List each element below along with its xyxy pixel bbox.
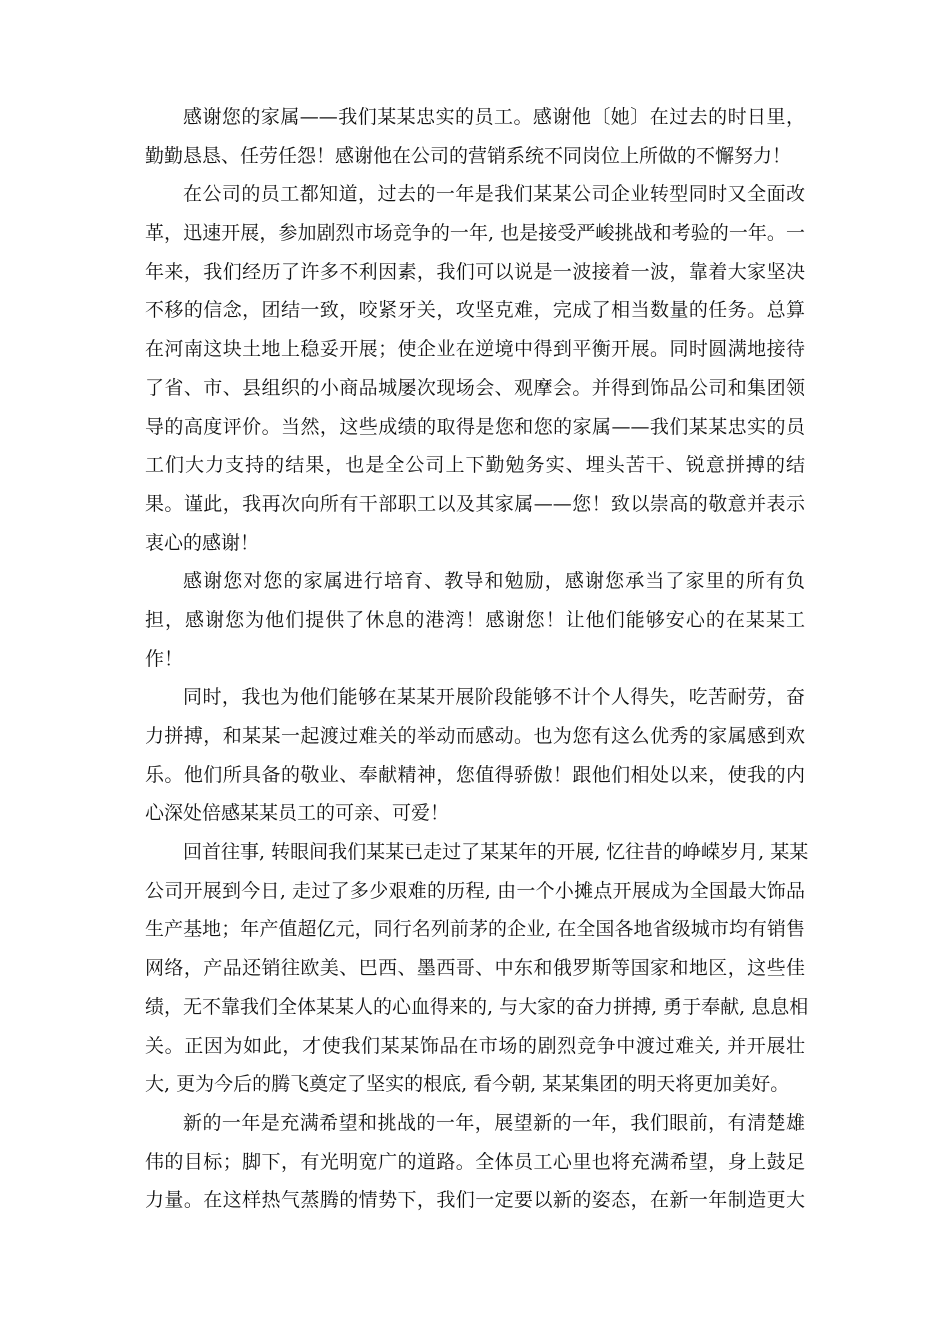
- text-line: 公司开展到今日, 走过了多少艰难的历程, 由一个小摊点开展成为全国最大饰品: [145, 879, 805, 902]
- text-line: 心深处倍感某某员工的可亲、可爱！: [145, 802, 450, 825]
- text-line: 革，迅速开展，参加剧烈市场竞争的一年, 也是接受严峻挑战和考验的一年。一: [145, 222, 805, 245]
- text-line: 同时，我也为他们能够在某某开展阶段能够不计个人得失，吃苦耐劳，奋: [183, 686, 805, 709]
- text-line: 在公司的员工都知道，过去的一年是我们某某公司企业转型同时又全面改: [183, 183, 805, 206]
- text-line: 工们大力支持的结果，也是全公司上下勤勉务实、埋头苦干、锐意拼搏的结: [145, 454, 805, 477]
- text-line: 新的一年是充满希望和挑战的一年，展望新的一年，我们眼前，有清楚雄: [183, 1111, 805, 1134]
- text-line: 绩，无不靠我们全体某某人的心血得来的, 与大家的奋力拼搏, 勇于奉献, 息息相: [145, 995, 809, 1018]
- document-body: [145, 98, 809, 1220]
- text-line: 伟的目标；脚下，有光明宽广的道路。全体员工心里也将充满希望，身上鼓足: [145, 1150, 805, 1173]
- text-line: 大, 更为今后的腾飞奠定了坚实的根底, 看今朝, 某某集团的明天将更加美好。: [145, 1073, 790, 1096]
- text-line: 年来，我们经历了许多不利因素，我们可以说是一波接着一波，靠着大家坚决: [145, 260, 805, 283]
- text-line: 乐。他们所具备的敬业、奉献精神，您值得骄傲！跟他们相处以来，使我的内: [145, 763, 805, 786]
- text-line: 不移的信念，团结一致，咬紧牙关，攻坚克难，完成了相当数量的任务。总算: [145, 299, 805, 322]
- text-line: 感谢您的家属——我们某某忠实的员工。感谢他〔她〕在过去的时日里，: [183, 106, 805, 128]
- text-line: 力拼搏，和某某一起渡过难关的举动而感动。也为您有这么优秀的家属感到欢: [145, 725, 805, 747]
- text-line: 感谢您对您的家属进行培育、教导和勉励，感谢您承当了家里的所有负: [183, 570, 805, 593]
- text-line: 关。正因为如此，才使我们某某饰品在市场的剧烈竞争中渡过难关, 并开展壮: [145, 1034, 805, 1057]
- text-line: 力量。在这样热气蒸腾的情势下，我们一定要以新的姿态，在新一年制造更大: [145, 1189, 805, 1212]
- text-line: 了省、市、县组织的小商品城屡次现场会、观摩会。并得到饰品公司和集团领: [145, 376, 805, 399]
- text-line: 果。谨此，我再次向所有干部职工以及其家属——您！致以崇高的敬意并表示: [145, 492, 805, 515]
- text-line: 生产基地；年产值超亿元，同行名列前茅的企业, 在全国各地省级城市均有销售: [145, 918, 805, 941]
- text-line: 勤勤恳恳、任劳任怨！感谢他在公司的营销系统不同岗位上所做的不懈努力！: [145, 144, 792, 167]
- text-line: 导的高度评价。当然，这些成绩的取得是您和您的家属——我们某某忠实的员: [145, 415, 805, 438]
- text-line: 回首往事, 转眼间我们某某已走过了某某年的开展, 忆往昔的峥嵘岁月, 某某: [183, 841, 809, 864]
- text-line: 网络，产品还销往欧美、巴西、墨西哥、中东和俄罗斯等国家和地区，这些佳: [145, 957, 805, 980]
- text-line: 作！: [145, 647, 184, 670]
- text-line: 衷心的感谢！: [145, 531, 260, 554]
- text-line: 在河南这块土地上稳妥开展；使企业在逆境中得到平衡开展。同时圆满地接待: [145, 338, 805, 361]
- text-line: 担，感谢您为他们提供了休息的港湾！感谢您！让他们能够安心的在某某工: [145, 608, 805, 631]
